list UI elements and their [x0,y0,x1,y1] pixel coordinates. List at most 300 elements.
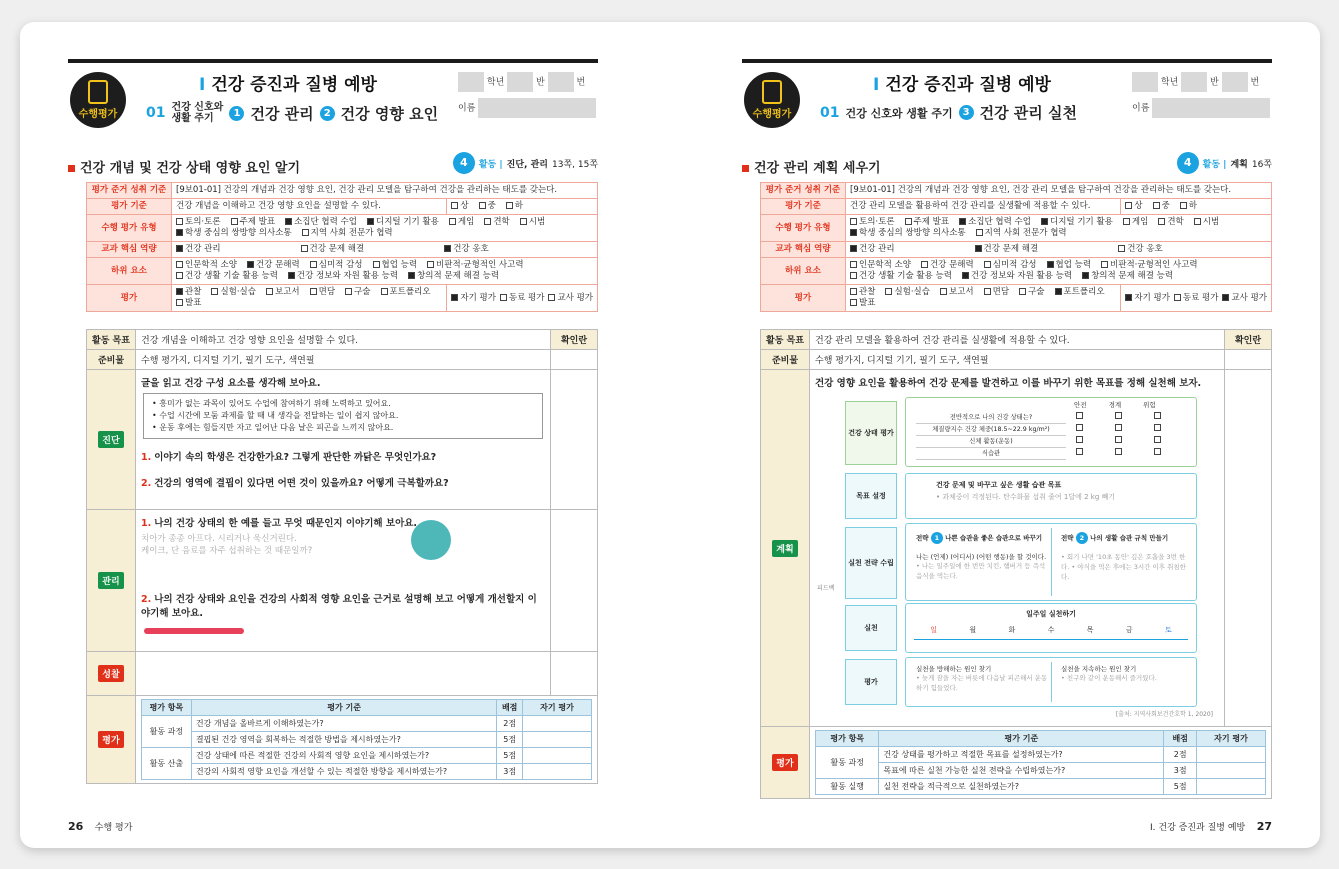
self-eval-option: 자기 평가 [1134,292,1170,303]
type-option: 소집단 협력 수업 [294,217,357,227]
activity-label: 활동 | [478,159,503,170]
eval-crit: 건강의 사회적 영향 요인을 개선할 수 있는 적절한 방향을 제시하였는가? [191,764,497,780]
eval-header: 자기 평가 [1197,731,1266,747]
stage-reflect: 성찰 [98,665,123,682]
number-field[interactable] [548,72,574,92]
type-option: 토의·토론 [185,217,221,227]
eval-header: 자기 평가 [523,700,592,716]
activity-pages: 16쪽 [1251,159,1272,170]
checkbox[interactable] [1115,448,1122,455]
unit-title-text: 건강 증진과 질병 예방 [885,75,1051,95]
goal-text: 건강 관리 모델을 활용하여 건강 관리를 실생활에 적용할 수 있다. [810,330,1225,350]
stage-cell [87,510,136,652]
sub-option: 심미적 감성 [318,260,363,270]
type-label: 수행 평가 유형 [761,215,846,242]
checkbox[interactable] [1158,218,1165,225]
review-2-example: • 친구와 같이 운동해서 즐거웠다. [1061,674,1157,682]
sub-option: 인문학적 소양 [185,260,237,270]
checkbox[interactable] [408,272,415,279]
stage-diagnosis: 진단 [98,431,123,448]
type-option: 지역 사회 전문가 협력 [984,228,1067,238]
self-eval-option: 동료 평가 [508,292,545,303]
page-number: 26 [68,820,84,833]
checkbox[interactable] [976,229,983,236]
stage-eval: 평가 [772,754,797,771]
eval-option: 실험·실습 [220,287,256,297]
stage-cell [761,727,810,799]
review-box [905,657,1197,707]
sub-option: 건강 문해력 [929,260,974,270]
class-field[interactable] [507,72,533,92]
checkbox[interactable] [449,218,456,225]
sub-option: 창의적 문제 해결 능력 [1091,271,1174,281]
day-label: 수 [1047,626,1055,634]
standard-label: 평가 준거 성취 기준 [87,183,172,199]
day-label: 월 [969,626,977,634]
step-review: 평가 [845,659,897,705]
question-1: 이야기 속의 학생은 건강한가요? 그렇게 판단한 까닭은 무엇인가요? [154,452,437,463]
competency-label: 교과 핵심 역량 [761,242,846,258]
review-2-title: 실천을 지속하는 원인 찾기 [1061,665,1137,673]
checkbox[interactable] [373,261,380,268]
page-label: I. 건강 증진과 질병 예방 [1150,823,1246,833]
type-option: 시범 [528,217,546,227]
page-number: 27 [1256,820,1272,833]
level-label: 상 [1134,201,1143,211]
checkbox[interactable] [1076,424,1083,431]
self-eval-cell[interactable] [1197,747,1266,763]
checkbox[interactable] [1076,412,1083,419]
checkbox[interactable] [176,245,183,252]
check-label: 확인란 [1225,330,1272,350]
standard-text: [9보01-01] 건강의 개념과 건강 영향 요인, 건강 관리 모델을 탐구하여 건강을 관리하는 태도를 갖는다. [172,183,598,199]
student-info [1132,72,1272,118]
activity-icon: 4 [453,152,475,174]
number-field[interactable] [1222,72,1248,92]
checkbox[interactable] [1154,448,1161,455]
type-option: 학생 중심의 쌍방향 의사소통 [185,228,292,238]
checkbox[interactable] [850,272,857,279]
checkbox[interactable] [850,245,857,252]
student-info [458,72,598,118]
checkbox[interactable] [1115,436,1122,443]
eval-option: 면담 [318,287,336,297]
eval-item: 활동 과정 [142,716,192,748]
checkbox[interactable] [367,218,374,225]
checkbox[interactable] [479,202,486,209]
eval-pts: 2점 [1164,747,1197,763]
strategy-2-title: 나의 생활 습관 규칙 만들기 [1090,534,1169,542]
topic-number: 3 [959,105,974,120]
source-note: [출처: 지역사회보건간호학 1, 2020] [1115,711,1213,718]
checkbox[interactable] [1082,272,1089,279]
checkbox[interactable] [301,245,308,252]
checkbox[interactable] [484,218,491,225]
eval-option: 포트폴리오 [1063,287,1105,297]
checkbox[interactable] [850,218,857,225]
eval-crit: 실천 전략을 적극적으로 실천하였는가? [879,779,1164,795]
activity-ref [1177,152,1272,174]
activity-icon: 4 [1177,152,1199,174]
day-label: 토 [1165,626,1172,634]
checkbox[interactable] [506,202,513,209]
checkbox[interactable] [231,218,238,225]
checkbox[interactable] [1153,202,1160,209]
strategy-prefix: 전략 [1061,534,1074,542]
competency: 건강 문제 해결 [309,244,365,254]
checkbox[interactable] [176,299,183,306]
checkbox[interactable] [548,294,555,301]
self-eval-option: 교사 평가 [557,292,593,303]
eval-option: 관찰 [185,287,202,297]
unit-title [138,70,438,95]
story-line: • 흥미가 없는 과목이 있어도 수업에 참여하기 위해 노력하고 있어요. [152,399,391,408]
name-field[interactable] [1152,98,1270,118]
name-label: 이름 [458,103,476,114]
day-label: 금 [1125,626,1133,634]
self-eval-cell[interactable] [523,716,592,732]
competency: 건강 옹호 [453,244,489,254]
checkbox[interactable] [1047,261,1054,268]
level-checks [1121,199,1272,215]
checkbox[interactable] [176,229,183,236]
self-eval-cell[interactable] [1197,763,1266,779]
topic-title: 건강 영향 요인 [340,104,439,123]
topic-title: 건강 관리 [250,104,314,123]
unit-number: I [873,75,880,95]
checkbox[interactable] [975,245,982,252]
checkbox[interactable] [310,288,317,295]
checkbox[interactable] [1115,424,1122,431]
eval-content [810,727,1272,799]
checkbox[interactable] [959,218,966,225]
day-label: 화 [1008,626,1016,634]
strategy-1-title: 나쁜 습관을 좋은 습관으로 바꾸기 [945,534,1043,542]
sub-option: 비판적·균형적인 사고력 [1110,260,1198,270]
table-row [142,748,592,764]
eval-item: 활동 산출 [142,748,192,780]
eval-crit: 건강 상태를 평가하고 적절한 목표를 설정하였는가? [879,747,1164,763]
assessment-badge [744,72,800,128]
eval-crit: 건강 상태에 따른 적절한 건강의 사회적 영향 요인을 제시하였는가? [191,748,497,764]
sub-option: 인문학적 소양 [859,260,911,270]
eval-pts: 3점 [497,764,523,780]
self-eval-option: 동료 평가 [1182,292,1219,303]
activity-ref [453,152,598,174]
eval-option: 보고서 [274,287,300,297]
checkbox[interactable] [451,294,458,301]
goal-label: 활동 목표 [761,330,810,350]
practice-title: 일주일 실천하기 [1026,610,1076,618]
name-label: 이름 [1132,103,1150,114]
checkbox[interactable] [345,288,352,295]
eval-option: 실험·실습 [894,287,930,297]
checkbox[interactable] [1115,412,1122,419]
name-field[interactable] [478,98,596,118]
checkbox[interactable] [905,218,912,225]
square-bullet-icon [68,165,75,172]
status-row: 식습관 [916,448,1066,460]
sub-option: 비판적·균형적인 사고력 [436,260,524,270]
standards-table [760,182,1272,312]
prep-label: 준비물 [87,350,136,370]
checkbox[interactable] [1174,294,1181,301]
strategy-2-example: • 회기 나면 '10초 동안' 깊은 호흡을 3번 한다. • 야식을 먹은 후에는 3시간 이후 취침한다. [1061,553,1186,581]
checkbox[interactable] [1055,288,1062,295]
checkbox[interactable] [247,261,254,268]
type-option: 소집단 협력 수업 [968,217,1031,227]
feedback-label: 피드백 [817,585,835,592]
standard-text: [9보01-01] 건강의 개념과 건강 영향 요인, 건강 관리 모델을 탐구하여 건강을 관리하는 태도를 갖는다. [846,183,1272,199]
self-eval-cell[interactable] [1197,779,1266,795]
checkbox[interactable] [1154,436,1161,443]
type-option: 시범 [1202,217,1220,227]
stage-cell [761,370,810,727]
checkbox[interactable] [211,288,218,295]
question-3: 나의 건강 상태의 한 예를 들고 무엇 때문인지 이야기해 보아요. [154,518,418,529]
status-box [905,397,1197,467]
level-label: 하 [1188,201,1198,211]
checkbox[interactable] [850,299,857,306]
status-col: 안전 [1074,401,1087,409]
sub-option: 건강 생활 기술 활용 능력 [185,271,278,281]
diagnosis-intro: 글을 읽고 건강 구성 요소를 생각해 보아요. [141,378,321,389]
status-row: 전반적으로 나의 건강 상태는? [916,412,1066,424]
activity-table [760,329,1272,799]
badge-label: 수행평가 [78,109,118,120]
strategy-1-sub: 나는 (언제) (어디서) (어떤 행동)을 할 것이다. [916,553,1047,561]
self-eval-cell[interactable] [523,732,592,748]
eval-option: 발표 [185,298,202,308]
question-2: 건강의 영역에 결핍이 있다면 어떤 것이 있을까요? 어떻게 극복할까요? [154,478,449,489]
table-row [816,747,1266,763]
standard-label: 평가 준거 성취 기준 [761,183,846,199]
goal-label: 활동 목표 [87,330,136,350]
checkbox[interactable] [850,288,857,295]
level-label: 중 [1161,201,1170,211]
manage-content: 1. 나의 건강 상태의 한 예를 들고 무엇 때문인지 이야기해 보아요. 치아가 종종 아프다. 시리거나 욱신거린다. 케이크, 단 음료를 자주 섭취하는 것 때문일까? 2. 나의 건강 상태와 요인을 건강의 사회적 영향 요인을 근거로 설명해 보고 어떻게 개선할지 이야기해 보아요. [136,510,551,652]
checkbox[interactable] [176,218,183,225]
class-field[interactable] [1181,72,1207,92]
eval-pts: 5점 [497,732,523,748]
type-option: 디지털 기기 활용 [1049,217,1113,227]
checkbox[interactable] [984,288,991,295]
checkbox[interactable] [1125,202,1132,209]
step-goal: 목표 설정 [845,473,897,519]
checkbox[interactable] [427,261,434,268]
self-eval-cell[interactable] [523,764,592,780]
checkbox[interactable] [1101,261,1108,268]
goal-box-title: 건강 문제 및 바꾸고 싶은 생활 습관 목표 [936,481,1062,489]
standards-table [86,182,598,312]
checkbox[interactable] [1154,412,1161,419]
sub-option: 협업 능력 [381,260,418,270]
strategy-1-example: • 나는 일주일에 한 번만 치킨, 햄버거 등 즉석 음식을 먹는다. [916,562,1046,580]
checkbox[interactable] [444,245,451,252]
type-options [172,215,598,242]
competency-options [846,242,1272,258]
sub-option: 건강 문해력 [255,260,300,270]
level-label: 상 [460,201,469,211]
goal-text: 건강 개념을 이해하고 건강 영향 요인을 설명할 수 있다. [136,330,551,350]
checkbox[interactable] [1076,448,1083,455]
competency-label: 교과 핵심 역량 [87,242,172,258]
eval-pts: 2점 [497,716,523,732]
stage-cell [87,696,136,784]
prep-label: 준비물 [761,350,810,370]
eval-label: 평가 [87,285,172,312]
day-label: 목 [1086,626,1094,634]
square-bullet-icon [742,165,749,172]
checkbox[interactable] [520,218,527,225]
criteria-label: 평가 기준 [761,199,846,215]
left-page [68,22,598,848]
checkbox[interactable] [288,272,295,279]
section-title-text: 건강 개념 및 건강 상태 영향 요인 알기 [80,161,301,176]
self-eval-cell[interactable] [523,748,592,764]
checkbox[interactable] [1125,294,1132,301]
type-option: 주제 발표 [239,217,276,227]
type-option: 게임 [457,217,475,227]
medal-icon [88,80,108,104]
number-label: 번 [576,77,586,88]
goal-box [905,473,1197,519]
checkbox[interactable] [962,272,969,279]
question-4: 나의 건강 상태와 요인을 건강의 사회적 영향 요인을 근거로 설명해 보고 어떻게 개선할지 이야기해 보아요. [141,594,537,619]
eval-header: 배점 [1164,731,1197,747]
eval-option: 발표 [859,298,876,308]
type-option: 주제 발표 [913,217,950,227]
eval-option: 포트폴리오 [389,287,431,297]
criteria-label: 평가 기준 [87,199,172,215]
checkbox[interactable] [500,294,507,301]
prep-text: 수행 평가지, 디지털 기기, 필기 도구, 색연필 [136,350,551,370]
type-option: 토의·토론 [859,217,895,227]
grade-field[interactable] [1132,72,1158,92]
checkbox[interactable] [1222,294,1229,301]
type-label: 수행 평가 유형 [87,215,172,242]
topic-number: 2 [320,106,335,121]
table-row [816,779,1266,795]
checkbox[interactable] [984,261,991,268]
badge-label: 수행평가 [752,109,792,120]
prep-text: 수행 평가지, 디지털 기기, 필기 도구, 색연필 [810,350,1225,370]
day-label: 일 [930,626,937,634]
checkbox[interactable] [850,261,857,268]
eval-header: 평가 항목 [142,700,192,716]
stage-cell [87,652,136,696]
checkbox[interactable] [451,202,458,209]
unit-title [812,70,1112,95]
eval-option: 관찰 [859,287,876,297]
checkbox[interactable] [940,288,947,295]
sub-option: 협업 능력 [1055,260,1092,270]
self-eval-option: 교사 평가 [1231,292,1267,303]
chapter-number: 01 [820,104,840,121]
checkbox[interactable] [1041,218,1048,225]
strategy-number: 1 [931,532,943,544]
stage-eval: 평가 [98,731,123,748]
competency-options [172,242,598,258]
criteria-text: 건강 개념을 이해하고 건강 영향 요인을 설명할 수 있다. [172,199,447,215]
strategy-box [905,523,1197,601]
checkbox[interactable] [381,288,388,295]
sub-option: 건강 정보와 자원 활용 능력 [970,271,1073,281]
sub-options [172,258,598,285]
checkbox[interactable] [176,288,183,295]
status-col: 위험 [1143,401,1156,409]
unit-title-text: 건강 증진과 질병 예방 [211,75,377,95]
section-title [742,157,881,176]
table-row [816,763,1266,779]
table-row [142,732,592,748]
status-col: 경계 [1108,401,1122,409]
section-title-text: 건강 관리 계획 세우기 [754,161,881,176]
checkbox[interactable] [1194,218,1201,225]
type-option: 게임 [1131,217,1149,227]
checkbox[interactable] [1019,288,1026,295]
example-text: 케이크, 단 음료를 자주 섭취하는 것 때문일까? [141,546,313,556]
checkbox[interactable] [1123,218,1130,225]
story-line: • 수업 시간에 모둠 과제를 할 때 내 생각을 전달하는 일이 쉽지 않아요. [152,411,399,420]
grade-field[interactable] [458,72,484,92]
eval-label: 평가 [761,285,846,312]
top-rule [68,59,598,63]
checkbox[interactable] [302,229,309,236]
type-option: 학생 중심의 쌍방향 의사소통 [859,228,966,238]
strategy-prefix: 전략 [916,534,929,542]
class-label: 반 [1210,77,1219,88]
checkbox[interactable] [921,261,928,268]
type-option: 디지털 기기 활용 [375,217,439,227]
sub-label: 하위 요소 [761,258,846,285]
topic-title: 건강 관리 실천 [979,104,1077,122]
checkbox[interactable] [266,288,273,295]
eval-crit: 목표에 따른 실천 가능한 실천 전략을 수립하였는가? [879,763,1164,779]
sub-option: 창의적 문제 해결 능력 [417,271,500,281]
step-practice: 실천 [845,605,897,651]
story-line: • 운동 후에는 힘들지만 자고 일어난 다음 날은 피곤을 느끼지 않아요. [152,423,394,432]
page-label: 수행 평가 [94,823,133,833]
checkbox[interactable] [1154,424,1161,431]
subtopic-line [146,102,438,124]
eval-pts: 5점 [497,748,523,764]
checkbox[interactable] [885,288,892,295]
page-footer [1150,820,1272,833]
checkbox[interactable] [1118,245,1125,252]
activity-type: 진단, 관리 [506,159,548,170]
eval-item: 활동 실행 [816,779,879,795]
eval-crit: 결핍된 건강 영역을 회복하는 적절한 방법을 제시하였는가? [191,732,497,748]
eval-option: 구술 [354,287,371,297]
checkbox[interactable] [850,229,857,236]
checkbox[interactable] [176,272,183,279]
checkbox[interactable] [176,261,183,268]
stage-cell [87,370,136,510]
eval-header: 배점 [497,700,523,716]
eval-item: 활동 과정 [816,747,879,779]
checkbox[interactable] [285,218,292,225]
criteria-text: 건강 관리 모델을 활용하여 건강 관리를 실생활에 적용할 수 있다. [846,199,1121,215]
eval-option: 보고서 [948,287,974,297]
checkbox[interactable] [1180,202,1187,209]
sub-option: 심미적 감성 [992,260,1037,270]
checkbox[interactable] [310,261,317,268]
eval-options [172,285,447,312]
checkbox[interactable] [1076,436,1083,443]
unit-number: I [199,75,206,95]
stage-manage: 관리 [98,572,123,589]
